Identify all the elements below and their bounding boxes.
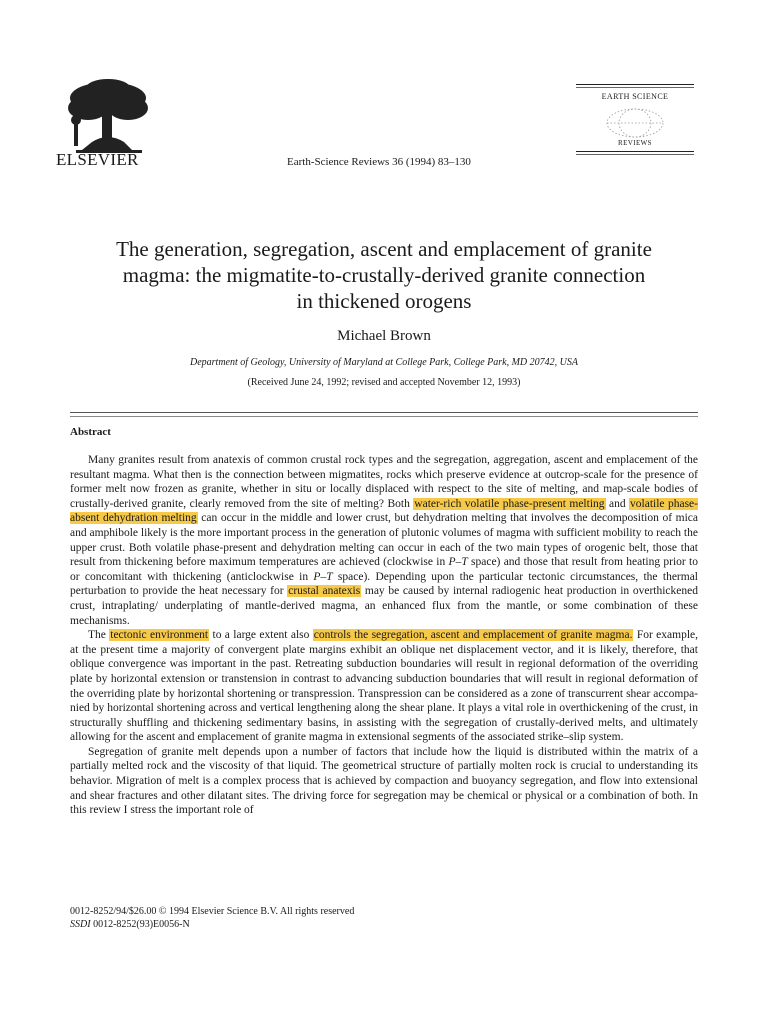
text-run: Many granites result from anatexis of common crustal rock types and the segregation, aggregation, ascent and emplacement of the resultant magma. What then is the connection between migmatites, rocks which preserve evidence at outcrop-scale for the presence of former melt now frozen as granite, whether in situ or locally displaced with respect to the site of melting, and map-scale bodies of crustally-derived granite, clearly removed from the site of melting? Both	[70, 454, 698, 510]
author-name: Michael Brown	[337, 328, 431, 344]
text-run: may be caused by internal radiogenic heat production in overthickened crust, intraplating/ underplating of mantle-derived magma, an enhanced flux from the mantle, or some combination of these mechanisms.	[70, 585, 698, 627]
text-run: to a large extent also	[209, 629, 313, 642]
journal-globe-emblem	[604, 106, 666, 140]
text-run: can occur in the middle and lower crust, but dehydration melting that involves the decomposition of mica and amphibole likely is the more important process in the generation of plutonic volumes of magma with sufficient mobility to reach the upper crust. Both volatile phase-present and dehydration melting can occur in each of the two main types of orogenic belt, those that result from thickening before maximum temperatures are achieved (clockwise in	[70, 512, 698, 569]
abstract-paragraph	[70, 628, 698, 745]
ssdi-line	[70, 918, 354, 931]
journal-subtitle: REVIEWS	[618, 139, 652, 147]
masthead-rule	[576, 154, 694, 155]
pt-term: P–T	[448, 556, 468, 569]
text-run: and	[605, 497, 630, 510]
received-dates: (Received June 24, 1992; revised and accepted November 12, 1993)	[247, 377, 521, 388]
highlighted-text: controls the segregation, ascent and emplacement of granite magma.	[313, 629, 633, 642]
journal-masthead	[576, 84, 694, 155]
abstract-paragraph	[70, 453, 698, 628]
highlighted-text: volatile phase-absent dehydration melting	[70, 497, 698, 525]
journal-citation: Earth-Science Reviews 36 (1994) 83–130	[287, 156, 471, 168]
highlighted-text: crustal anatexis	[288, 585, 361, 598]
section-divider	[70, 416, 698, 417]
elsevier-tree-icon	[62, 78, 154, 154]
author-affiliation: Department of Geology, University of Maryland at College Park, College Park, MD 20742, USA	[190, 357, 578, 368]
publisher-name: ELSEVIER	[56, 150, 139, 169]
text-run: For example, at the present time a majority of convergent plate margins exhibit an oblique net displacement vector, and it is likely, therefore, that oblique convergence was important in the past. Retreating subduction boundaries will result in regional deformation of the overriding plate by horizontal extension or transtension in contrast to advancing subduction boundaries that will result in regional deformation of the overriding plate by horizontal shortening or transpression. Transpression can be considered as a zone of transcurrent shear accompa- nied by horizontal shortening across and vertical lengthening along the shear plane. It plays a vital role in overthickening of the crust, in structurally shuffling and thickening sedimentary basins, in assisting with the segregation of crustally-derived melts, and ultimately allowing for the ascent and emplacement of granite magma in extensional segments of the associated strike–slip system.	[70, 629, 699, 744]
masthead-rule	[576, 84, 694, 85]
text-run: The	[88, 629, 110, 642]
section-divider	[70, 412, 698, 413]
article-title	[60, 236, 708, 314]
abstract-paragraph: Segregation of granite melt depends upon a number of factors that include how the liquid is distributed within the matrix of a partially melted rock and the viscosity of that liquid. The geometrical structure of partially molten rock is crucial to understanding its behavior. Migration of melt is a complex process that is achieved by compaction and buoyancy segregation, and flow into extensional and shear fractures and other dilatant sites. The driving force for segregation may be chemical or physical or a combination of both. In this review I stress the important role of	[70, 745, 698, 817]
abstract-heading: Abstract	[70, 426, 111, 438]
abstract-body	[70, 453, 698, 818]
journal-name: EARTH SCIENCE	[601, 92, 669, 101]
copyright-footer	[70, 905, 354, 931]
text-run: space) and those that result from heating prior to or concomitant with thickening (anticlockwise in	[70, 556, 698, 583]
ssdi-value: 0012-8252(93)E0056-N	[90, 919, 190, 930]
elsevier-logo	[56, 78, 160, 170]
title-line: in thickened orogens	[296, 289, 472, 313]
highlighted-text: water-rich volatile phase-present melting	[414, 497, 605, 510]
title-line: magma: the migmatite-to-crustally-derived granite connection	[122, 263, 646, 287]
title-line: The generation, segregation, ascent and emplacement of granite	[116, 237, 652, 261]
highlighted-text: tectonic environment	[110, 629, 209, 642]
ssdi-label: SSDI	[70, 919, 91, 930]
pt-term: P–T	[313, 570, 333, 583]
text-run: space). Depending upon the particular tectonic circumstances, the thermal perturbation to provide the heat necessary for	[70, 570, 698, 598]
masthead-rule	[576, 87, 694, 88]
copyright-line: 0012-8252/94/$26.00 © 1994 Elsevier Science B.V. All rights reserved	[70, 906, 355, 917]
masthead-rule	[576, 151, 694, 152]
